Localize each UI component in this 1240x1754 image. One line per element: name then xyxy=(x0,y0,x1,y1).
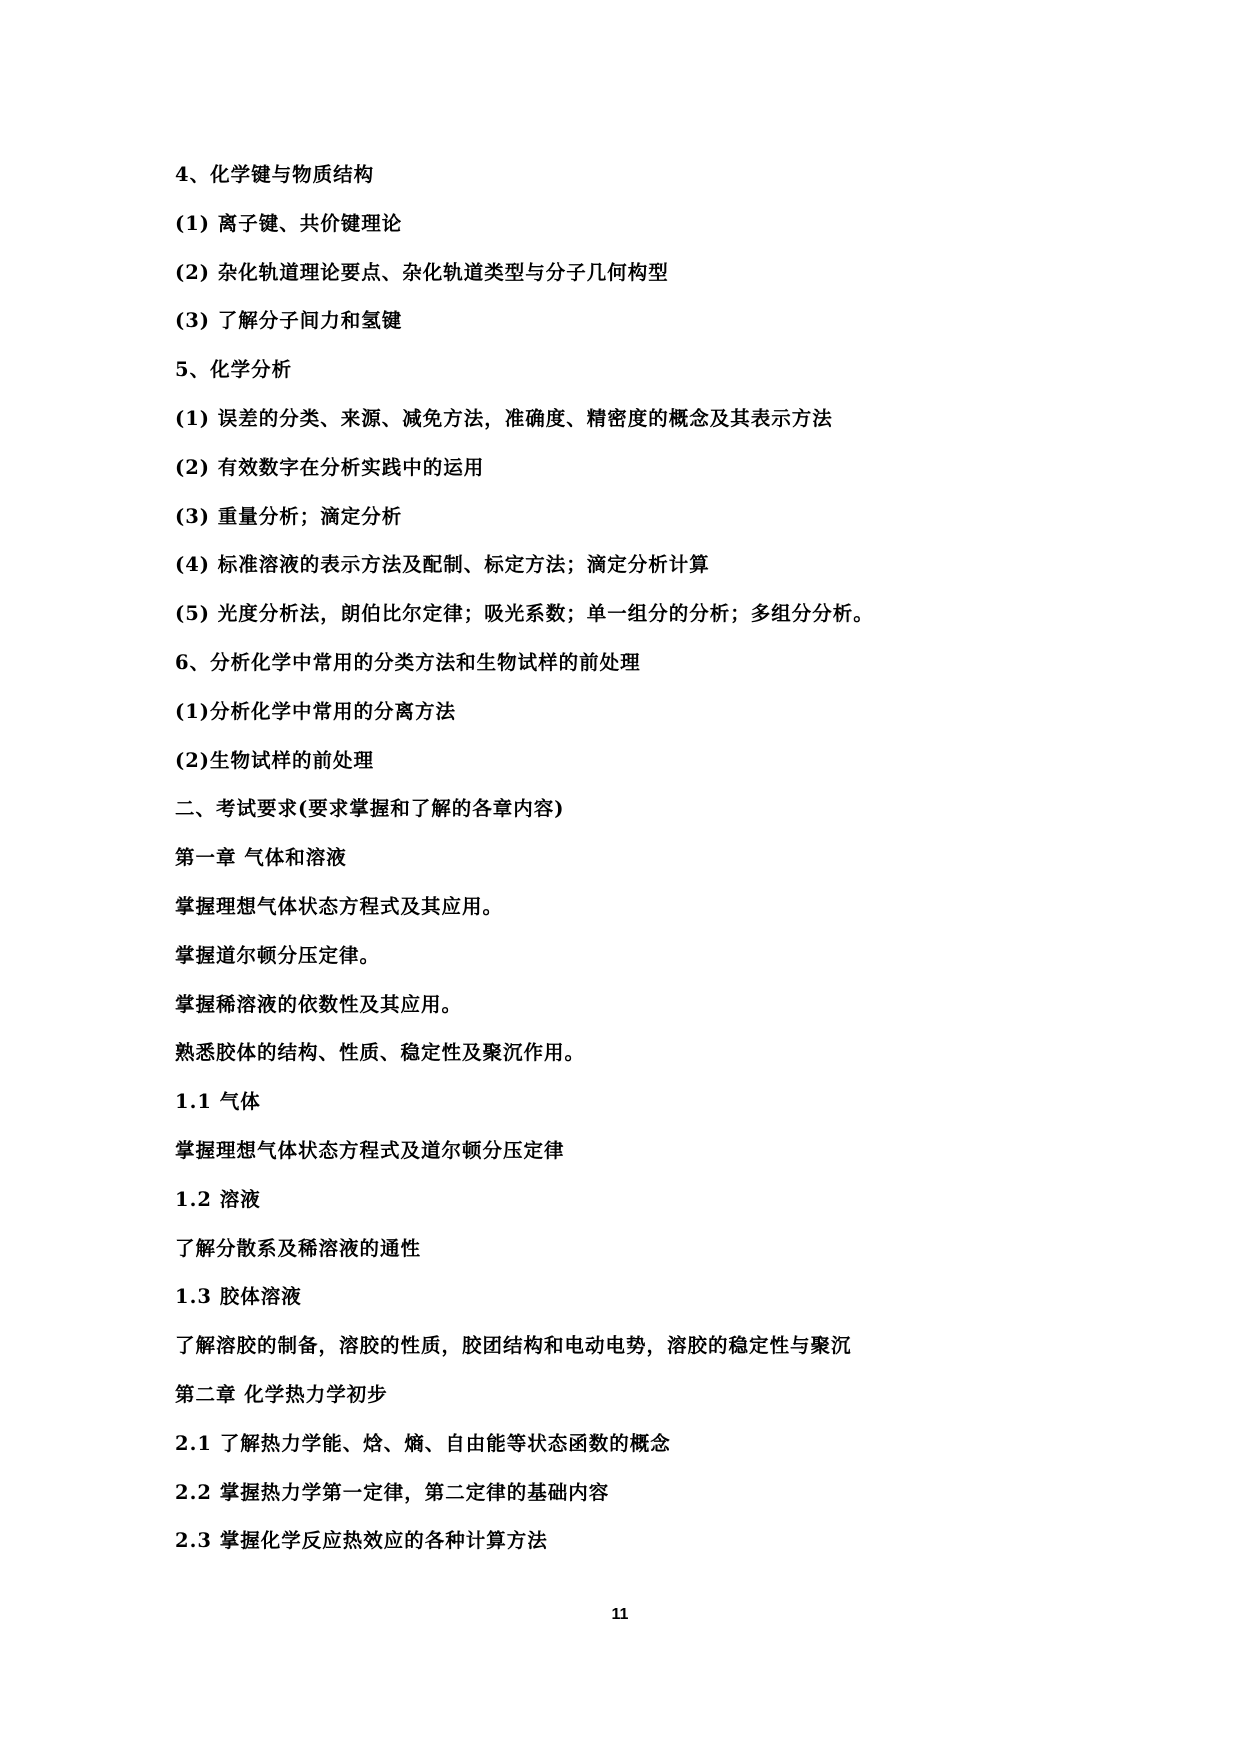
chapter-heading: 第一章 气体和溶液 xyxy=(175,846,347,870)
chapter-heading: 第二章 化学热力学初步 xyxy=(175,1382,388,1406)
text-line: 掌握稀溶液的依数性及其应用。 xyxy=(175,992,463,1016)
text-line: 6、分析化学中常用的分类方法和生物试样的前处理 xyxy=(175,650,641,674)
text-line: (1) 误差的分类、来源、减免方法，准确度、精密度的概念及其表示方法 xyxy=(175,406,833,430)
text-line: (4) 标准溶液的表示方法及配制、标定方法；滴定分析计算 xyxy=(175,553,710,577)
subsection-heading: 1.2 溶液 xyxy=(175,1187,261,1211)
text-line: 熟悉胶体的结构、性质、稳定性及聚沉作用。 xyxy=(175,1041,586,1065)
text-line: 掌握理想气体状态方程式及道尔顿分压定律 xyxy=(175,1138,565,1162)
text-line: 2.3 掌握化学反应热效应的各种计算方法 xyxy=(175,1529,548,1553)
subsection-heading: 1.1 气体 xyxy=(175,1090,261,1114)
text-line: 了解分散系及稀溶液的通性 xyxy=(175,1236,422,1260)
subsection-heading: 1.3 胶体溶液 xyxy=(175,1285,302,1309)
text-line: (3) 重量分析；滴定分析 xyxy=(175,504,403,528)
text-line: 掌握道尔顿分压定律。 xyxy=(175,943,381,967)
text-line: (2)生物试样的前处理 xyxy=(175,748,375,772)
text-line: 2.2 掌握热力学第一定律，第二定律的基础内容 xyxy=(175,1480,610,1504)
section-heading: 二、考试要求(要求掌握和了解的各章内容) xyxy=(175,797,565,821)
text-line: (2) 杂化轨道理论要点、杂化轨道类型与分子几何构型 xyxy=(175,260,669,284)
page-number: 11 xyxy=(611,1606,629,1623)
text-line: 了解溶胶的制备，溶胶的性质，胶团结构和电动电势，溶胶的稳定性与聚沉 xyxy=(175,1334,852,1358)
text-line: 掌握理想气体状态方程式及其应用。 xyxy=(175,894,504,918)
text-line: (5) 光度分析法，朗伯比尔定律；吸光系数；单一组分的分析；多组分分析。 xyxy=(175,602,874,626)
text-line: (1)分析化学中常用的分离方法 xyxy=(175,699,457,723)
document-body xyxy=(175,151,1135,1566)
text-line: (3) 了解分子间力和氢键 xyxy=(175,309,403,333)
text-line: 2.1 了解热力学能、焓、熵、自由能等状态函数的概念 xyxy=(175,1431,671,1455)
text-line: 5、化学分析 xyxy=(175,358,293,382)
text-line: (1) 离子键、共价键理论 xyxy=(175,211,403,235)
text-line: 4、化学键与物质结构 xyxy=(175,163,375,186)
text-line: (2) 有效数字在分析实践中的运用 xyxy=(175,455,485,479)
